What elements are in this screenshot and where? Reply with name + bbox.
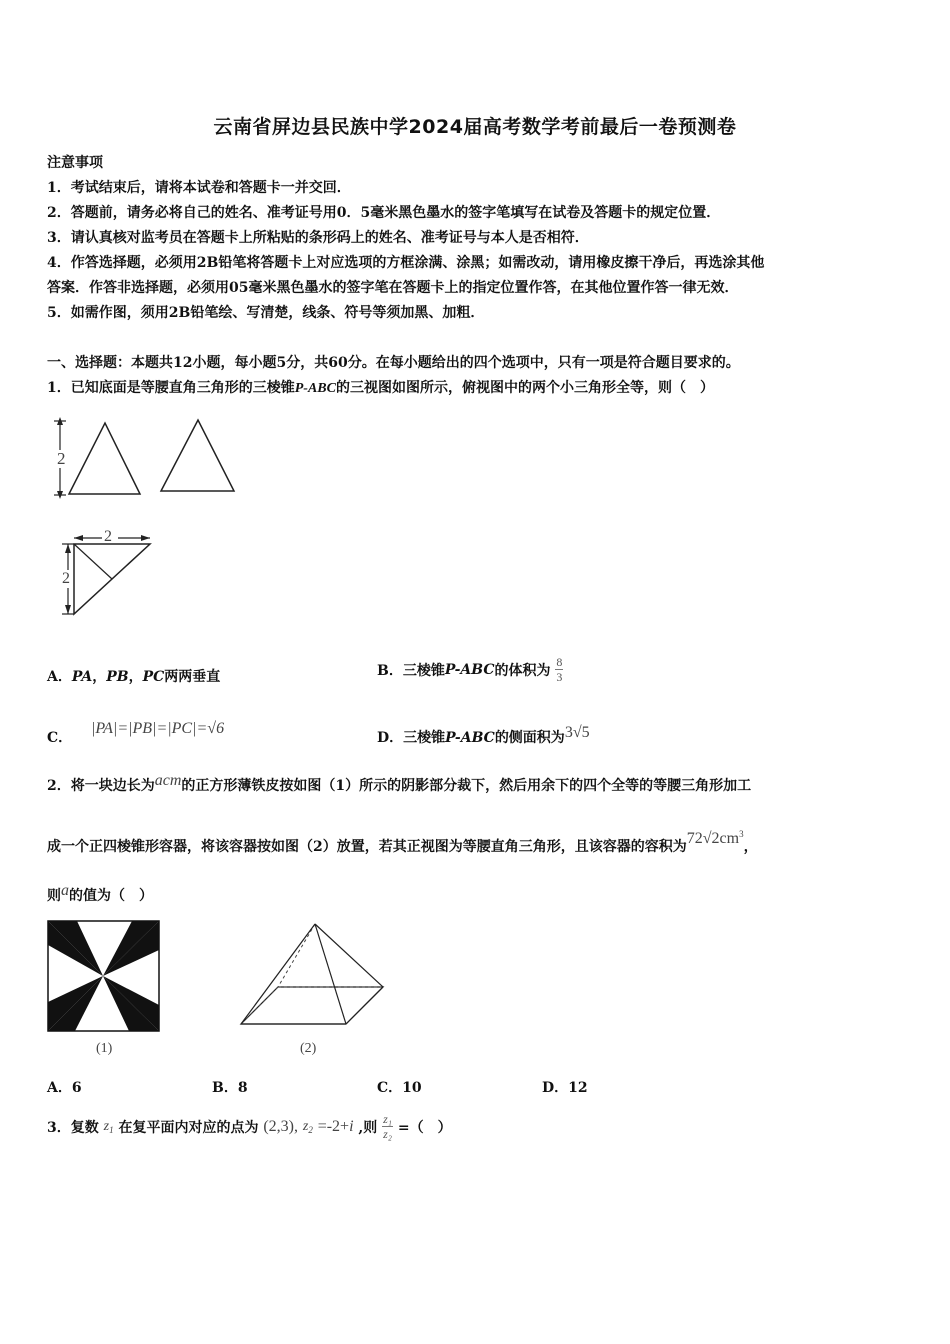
z-ratio-fraction: $\frac{\text{z₁}}{\text{z₂}}$ xyxy=(383,1112,392,1141)
q1-option-c[interactable]: C． |PA|=|PB|=|PC|=√6 xyxy=(47,720,225,746)
q1-option-a[interactable]: A．PA，PB，PC两两垂直 xyxy=(47,669,221,685)
notice-item: 2．答题前，请务必将自己的姓名、准考证号用0．5毫米黑色墨水的签字笔填写在试卷及答题卡的规定位置． xyxy=(47,205,721,221)
pyramid-figure xyxy=(238,920,388,1030)
question-2-line-2: 成一个正四棱锥形容器，将该容器按如图（2）放置，若其正视图为等腰直角三角形，且该容器的容积为$72√2cm^3$， xyxy=(47,829,758,855)
question-1-stem: 1．已知底面是等腰直角三角形的三棱锥P-ABC的三视图如图所示，俯视图中的两个小三角形全等，则（ ） xyxy=(47,380,714,396)
section-heading: 一、选择题：本题共12小题，每小题5分，共60分。在每小题给出的四个选项中，只有一项是符合题目要求的。 xyxy=(47,355,740,371)
page-title: 云南省屏边县民族中学2024届高考数学考前最后一卷预测卷 xyxy=(213,116,737,138)
q2-option-d[interactable]: D．12 xyxy=(542,1080,588,1096)
notice-heading: 注意事项 xyxy=(47,155,103,171)
figure-1-caption: (1) xyxy=(96,1041,113,1056)
notice-item: 1．考试结束后，请将本试卷和答题卡一并交回． xyxy=(47,180,351,196)
notice-item: 4．作答选择题，必须用2B铅笔将答题卡上对应选项的方框涂满、涂黑；如需改动，请用橡皮擦干净后，再选涂其他 xyxy=(47,255,765,271)
front-view-dimension: 2 xyxy=(57,449,66,468)
q1-option-d[interactable]: D．三棱锥P-ABC的侧面积为3√5 xyxy=(377,724,590,746)
top-view-height-dimension: 2 xyxy=(62,570,70,587)
side-view-figure xyxy=(158,415,238,495)
q2-option-a[interactable]: A．6 xyxy=(47,1080,82,1096)
question-2-line-1: 2．将一块边长为acm的正方形薄铁皮按如图（1）所示的阴影部分裁下，然后用余下的四个全等的等腰三角形加工 xyxy=(47,772,752,794)
cut-square-figure xyxy=(47,920,161,1032)
q1-option-b[interactable]: B．三棱锥P-ABC的体积为 $\frac{8}{3}$ xyxy=(377,655,563,684)
q2-option-b[interactable]: B．8 xyxy=(212,1080,248,1096)
notice-item: 5．如需作图，须用2B铅笔绘、写清楚，线条、符号等须加黑、加粗． xyxy=(47,305,485,321)
volume-fraction: $\frac{8}{3}$ xyxy=(556,655,563,684)
notice-item: 3．请认真核对监考员在答题卡上所粘贴的条形码上的姓名、准考证号与本人是否相符． xyxy=(47,230,589,246)
q2-option-c[interactable]: C．10 xyxy=(377,1080,422,1096)
question-3-stem: 3．复数 $z_1$ 在复平面内对应的点为 (2,3), $z_2 =-2+i$ ,则 $\frac{\text{z₁}}{\text{z₂}}$ =（ ） xyxy=(47,1112,452,1141)
question-2-line-3: 则a的值为（ ） xyxy=(47,882,153,904)
figure-2-caption: (2) xyxy=(300,1041,317,1056)
top-view-width-dimension: 2 xyxy=(104,528,112,545)
notice-item: 答案．作答非选择题，必须用05毫米黑色墨水的签字笔在答题卡上的指定位置作答，在其他位置作答一律无效． xyxy=(47,280,739,296)
